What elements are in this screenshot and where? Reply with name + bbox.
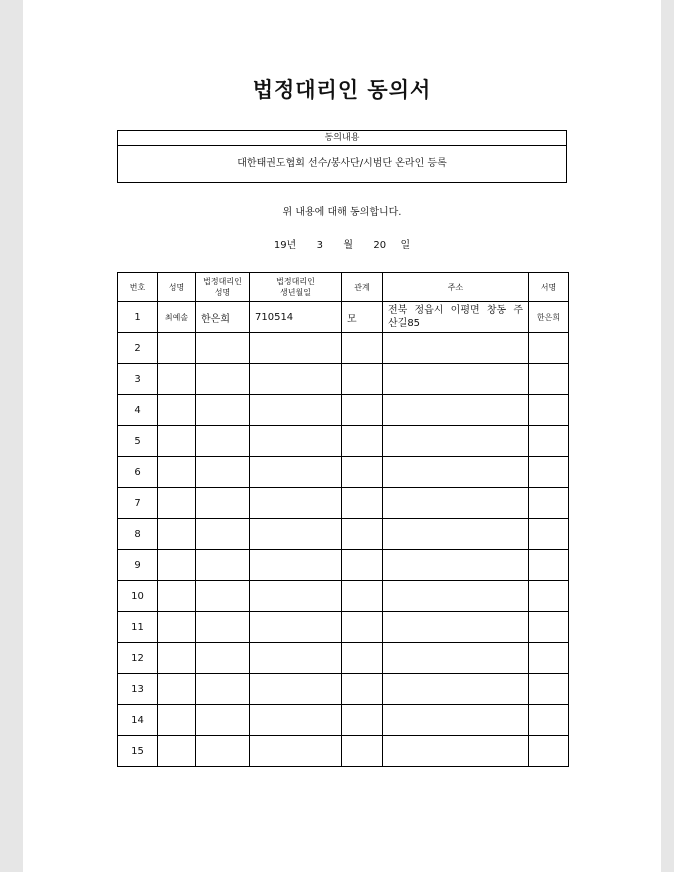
- cell-no: 4: [118, 395, 158, 426]
- cell-guardian-name: [196, 550, 250, 581]
- cell-signature: [529, 736, 569, 767]
- cell-guardian-name: [196, 643, 250, 674]
- cell-address: [383, 643, 529, 674]
- cell-signature: [529, 581, 569, 612]
- cell-signature: 한은희: [529, 302, 569, 333]
- cell-guardian-name: [196, 612, 250, 643]
- cell-address: [383, 519, 529, 550]
- consent-header: 동의내용: [118, 131, 566, 146]
- table-row: [118, 426, 569, 457]
- cell-relation: [342, 736, 383, 767]
- cell-address: [383, 364, 529, 395]
- cell-relation: 모: [342, 302, 383, 333]
- consent-box: [117, 130, 567, 183]
- table-row: [118, 302, 569, 333]
- cell-name: [158, 488, 196, 519]
- table-row: [118, 581, 569, 612]
- cell-guardian-name: [196, 705, 250, 736]
- cell-signature: [529, 488, 569, 519]
- table-row: [118, 705, 569, 736]
- cell-relation: [342, 581, 383, 612]
- cell-signature: [529, 457, 569, 488]
- cell-signature: [529, 674, 569, 705]
- cell-guardian-name: [196, 581, 250, 612]
- table-row: [118, 550, 569, 581]
- table-header-row: [118, 273, 569, 302]
- cell-guardian-name: [196, 395, 250, 426]
- date-month-unit: 월: [343, 240, 354, 251]
- date-day: 20: [373, 240, 387, 251]
- cell-no: 14: [118, 705, 158, 736]
- header-address: 주소: [383, 273, 529, 302]
- cell-guardian-name: [196, 488, 250, 519]
- cell-address: [383, 736, 529, 767]
- cell-no: 3: [118, 364, 158, 395]
- cell-address: 전북 정읍시 이평면 창동 주산길85: [383, 302, 529, 333]
- cell-name: [158, 364, 196, 395]
- cell-guardian-birth: [250, 612, 342, 643]
- cell-no: 10: [118, 581, 158, 612]
- cell-name: [158, 333, 196, 364]
- cell-guardian-birth: [250, 364, 342, 395]
- cell-guardian-name: [196, 674, 250, 705]
- table-row: [118, 457, 569, 488]
- cell-relation: [342, 674, 383, 705]
- cell-name: [158, 519, 196, 550]
- cell-name: [158, 674, 196, 705]
- table-row: [118, 333, 569, 364]
- agree-statement: 위 내용에 대해 동의합니다.: [282, 207, 402, 218]
- cell-guardian-birth: [250, 550, 342, 581]
- date-line: [23, 236, 661, 251]
- table-row: [118, 674, 569, 705]
- cell-relation: [342, 705, 383, 736]
- header-guardian-name: 법정대리인 성명: [196, 273, 250, 302]
- cell-no: 5: [118, 426, 158, 457]
- cell-address: [383, 333, 529, 364]
- table-row: [118, 519, 569, 550]
- cell-guardian-birth: [250, 643, 342, 674]
- date-year: 19년: [273, 240, 297, 251]
- cell-address: [383, 550, 529, 581]
- cell-guardian-name: 한은희: [196, 302, 250, 333]
- cell-guardian-birth: [250, 519, 342, 550]
- cell-guardian-name: [196, 457, 250, 488]
- header-signature: 서명: [529, 273, 569, 302]
- cell-relation: [342, 426, 383, 457]
- cell-name: [158, 705, 196, 736]
- cell-guardian-name: [196, 364, 250, 395]
- date-day-unit: 일: [400, 240, 411, 251]
- cell-relation: [342, 333, 383, 364]
- table-row: [118, 488, 569, 519]
- table-row: [118, 364, 569, 395]
- cell-signature: [529, 364, 569, 395]
- cell-signature: [529, 705, 569, 736]
- cell-no: 15: [118, 736, 158, 767]
- cell-guardian-name: [196, 333, 250, 364]
- table-row: [118, 612, 569, 643]
- table-row: [118, 736, 569, 767]
- cell-signature: [529, 643, 569, 674]
- cell-address: [383, 426, 529, 457]
- cell-address: [383, 581, 529, 612]
- table-row: [118, 643, 569, 674]
- cell-guardian-birth: [250, 426, 342, 457]
- header-name: 성명: [158, 273, 196, 302]
- cell-guardian-birth: [250, 333, 342, 364]
- cell-signature: [529, 550, 569, 581]
- cell-guardian-name: [196, 519, 250, 550]
- cell-no: 13: [118, 674, 158, 705]
- cell-guardian-birth: 710514: [250, 302, 342, 333]
- cell-relation: [342, 550, 383, 581]
- header-no: 번호: [118, 273, 158, 302]
- cell-signature: [529, 333, 569, 364]
- document-page: [23, 0, 661, 872]
- cell-name: [158, 612, 196, 643]
- cell-guardian-name: [196, 736, 250, 767]
- cell-address: [383, 395, 529, 426]
- cell-name: [158, 581, 196, 612]
- table-row: [118, 395, 569, 426]
- cell-name: [158, 643, 196, 674]
- cell-relation: [342, 612, 383, 643]
- cell-guardian-birth: [250, 457, 342, 488]
- cell-address: [383, 457, 529, 488]
- cell-no: 11: [118, 612, 158, 643]
- cell-guardian-birth: [250, 581, 342, 612]
- cell-guardian-birth: [250, 736, 342, 767]
- cell-address: [383, 612, 529, 643]
- cell-address: [383, 488, 529, 519]
- cell-relation: [342, 364, 383, 395]
- cell-name: [158, 550, 196, 581]
- cell-name: [158, 395, 196, 426]
- cell-no: 7: [118, 488, 158, 519]
- date-month: 3: [316, 240, 323, 251]
- consent-body: 대한태권도협회 선수/봉사단/시범단 온라인 등록: [237, 158, 447, 169]
- cell-signature: [529, 426, 569, 457]
- header-guardian-birth: 법정대리인 생년월일: [250, 273, 342, 302]
- cell-no: 6: [118, 457, 158, 488]
- cell-guardian-birth: [250, 395, 342, 426]
- cell-relation: [342, 395, 383, 426]
- cell-no: 1: [118, 302, 158, 333]
- cell-name: [158, 457, 196, 488]
- cell-no: 9: [118, 550, 158, 581]
- cell-guardian-birth: [250, 674, 342, 705]
- cell-signature: [529, 395, 569, 426]
- cell-no: 12: [118, 643, 158, 674]
- cell-address: [383, 674, 529, 705]
- document-title: 법정대리인 동의서: [252, 77, 432, 102]
- cell-signature: [529, 612, 569, 643]
- header-relation: 관계: [342, 273, 383, 302]
- cell-name: 최예솔: [158, 302, 196, 333]
- cell-no: 2: [118, 333, 158, 364]
- cell-relation: [342, 457, 383, 488]
- cell-relation: [342, 488, 383, 519]
- cell-no: 8: [118, 519, 158, 550]
- cell-guardian-birth: [250, 705, 342, 736]
- cell-relation: [342, 643, 383, 674]
- viewer-margin: [661, 0, 674, 872]
- cell-name: [158, 426, 196, 457]
- guardian-table: [117, 272, 569, 767]
- cell-name: [158, 736, 196, 767]
- cell-guardian-name: [196, 426, 250, 457]
- cell-signature: [529, 519, 569, 550]
- cell-relation: [342, 519, 383, 550]
- cell-address: [383, 705, 529, 736]
- cell-guardian-birth: [250, 488, 342, 519]
